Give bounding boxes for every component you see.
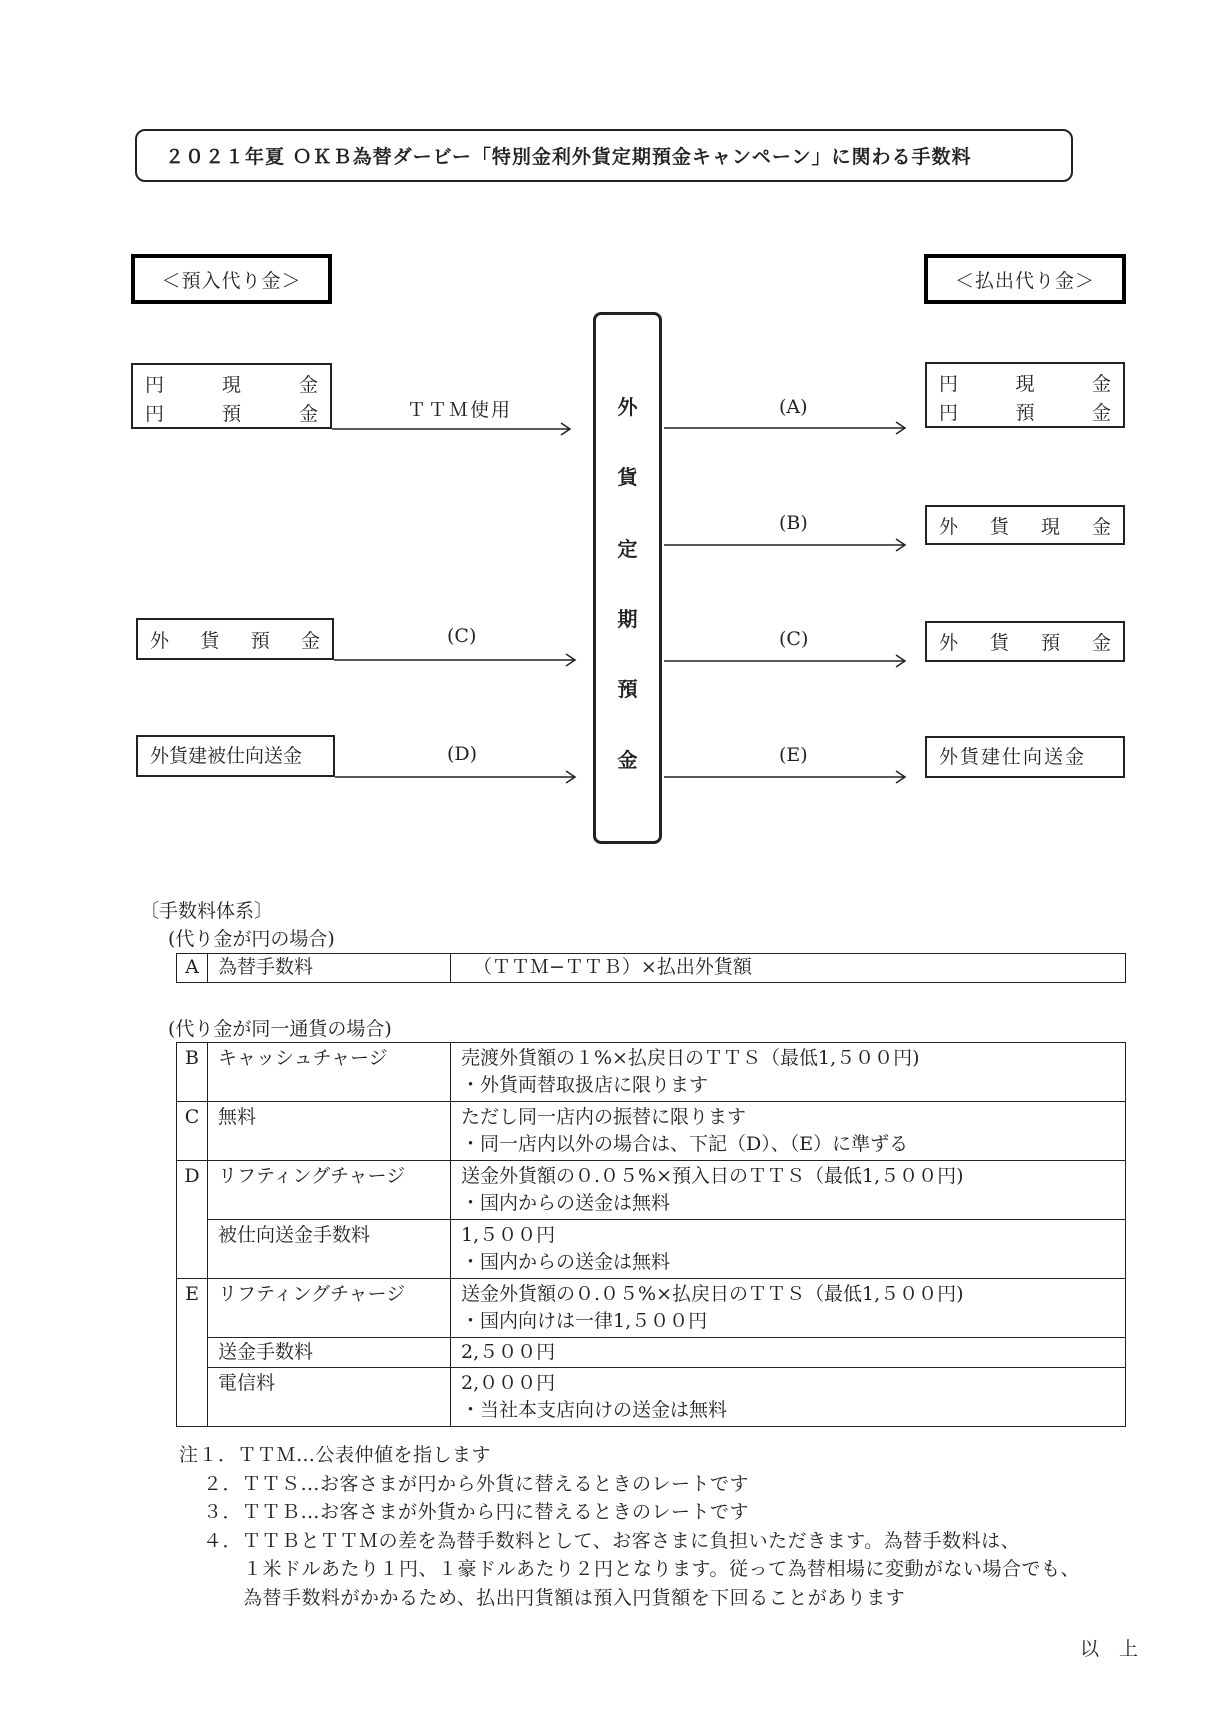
table-row	[177, 1338, 1126, 1368]
fee-desc	[451, 1043, 1126, 1102]
fees-heading: 〔手数料体系〕	[140, 900, 274, 922]
table-row	[177, 1102, 1126, 1161]
arrow-label-left-c: (C)	[447, 625, 477, 647]
note-1: 注１．ＴＴＭ…公表仲値を指します	[179, 1444, 492, 1466]
fee-key: A	[177, 954, 208, 983]
right-box-outbound-remittance: 外貨建仕向送金	[925, 736, 1125, 778]
fee-name: 送金手数料	[208, 1338, 451, 1368]
text: 貨	[200, 629, 220, 652]
text: ・同一店内以外の場合は、下記（D）、（E）に準ずる	[461, 1133, 909, 1155]
fee-desc	[451, 1338, 1126, 1368]
center-char: 貨	[617, 465, 638, 489]
arrow-ttm	[332, 423, 570, 435]
text: 送金外貨額の０.０５%×預入日のＴＴＳ（最低1,５００円)	[461, 1165, 964, 1187]
closing: 以 上	[1080, 1638, 1139, 1660]
fee-key: C	[177, 1102, 208, 1161]
fee-name: キャッシュチャージ	[208, 1043, 451, 1102]
text: 現	[1015, 373, 1035, 395]
yen-fee-table	[176, 953, 1126, 983]
table-row	[177, 1368, 1126, 1427]
text: 金	[1091, 515, 1111, 538]
arrow-label-e: (E)	[779, 744, 808, 766]
text: 貨	[989, 515, 1009, 538]
note-4-cont: 為替手数料がかかるため、払出円貨額は預入円貨額を下回ることがあります	[243, 1587, 906, 1609]
text: 預	[1015, 402, 1035, 424]
yen-caption: (代り金が円の場合)	[168, 928, 335, 950]
text: 預	[250, 629, 270, 652]
note-3: ３．ＴＴＢ…お客さまが外貨から円に替えるときのレートです	[203, 1501, 750, 1523]
fee-key: D	[177, 1161, 208, 1279]
text: 金	[1091, 373, 1111, 395]
text: ・国内向けは一律1,５００円	[461, 1310, 708, 1332]
arrow-label-a: (A)	[779, 396, 808, 418]
text: 金	[1091, 632, 1111, 654]
same-currency-caption: (代り金が同一通貨の場合)	[168, 1018, 392, 1040]
fee-name: 被仕向送金手数料	[208, 1220, 451, 1279]
arrow-e	[664, 771, 905, 783]
arrow-label-ttm: ＴＴＭ使用	[407, 399, 513, 421]
table-row	[177, 1220, 1126, 1279]
fee-name: 電信料	[208, 1368, 451, 1427]
table-row	[177, 954, 1126, 983]
text: 2,５００円	[461, 1341, 556, 1363]
text: 外	[939, 515, 959, 538]
deposit-header: ＜預入代り金＞	[131, 254, 332, 304]
text: 円	[939, 402, 959, 424]
fee-desc: （ＴＴＭ−ＴＴＢ）×払出外貨額	[451, 954, 1126, 983]
text: 預	[221, 403, 241, 425]
text: 金	[298, 403, 318, 425]
fee-name: リフティングチャージ	[208, 1279, 451, 1338]
fee-desc	[451, 1161, 1126, 1220]
text: 金	[298, 374, 318, 396]
text: ・外貨両替取扱店に限ります	[461, 1074, 709, 1096]
text: 貨	[989, 632, 1009, 654]
withdraw-header: ＜払出代り金＞	[924, 254, 1126, 304]
same-currency-fee-table	[176, 1042, 1126, 1427]
text: ただし同一店内の振替に限ります	[461, 1106, 747, 1128]
text: 金	[300, 629, 320, 652]
center-char: 期	[617, 607, 638, 631]
fee-desc	[451, 1102, 1126, 1161]
arrow-left-c	[334, 654, 575, 666]
fee-desc	[451, 1279, 1126, 1338]
text: 送金外貨額の０.０５%×払戻日のＴＴＳ（最低1,５００円)	[461, 1283, 964, 1305]
arrow-label-left-d: (D)	[447, 743, 478, 765]
center-char: 定	[617, 537, 638, 561]
table-row	[177, 1161, 1126, 1220]
arrow-label-b: (B)	[779, 512, 808, 534]
fee-name: リフティングチャージ	[208, 1161, 451, 1220]
center-char: 外	[617, 395, 638, 419]
text: 円	[939, 373, 959, 395]
text: ・当社本支店向けの送金は無料	[461, 1399, 728, 1421]
arrow-b	[664, 539, 905, 551]
center-char: 金	[617, 748, 638, 772]
fee-name: 為替手数料	[208, 954, 451, 983]
left-box-inbound-remittance: 外貨建被仕向送金	[136, 735, 335, 777]
text: ・国内からの送金は無料	[461, 1251, 671, 1273]
text: 売渡外貨額の１%×払戻日のＴＴＳ（最低1,５００円)	[461, 1047, 920, 1069]
text: 外	[939, 632, 959, 654]
arrow-label-right-c: (C)	[779, 628, 809, 650]
note-2: ２．ＴＴＳ…お客さまが円から外貨に替えるときのレートです	[203, 1473, 750, 1495]
arrow-right-c	[664, 655, 905, 667]
table-row	[177, 1043, 1126, 1102]
text: 金	[1091, 402, 1111, 424]
text: 外	[150, 629, 170, 652]
fee-desc	[451, 1220, 1126, 1279]
text: 円	[145, 374, 165, 396]
text: ・国内からの送金は無料	[461, 1192, 671, 1214]
fee-key: B	[177, 1043, 208, 1102]
center-char: 預	[617, 677, 638, 701]
text: 現	[1040, 515, 1060, 538]
text: 預	[1040, 632, 1060, 654]
text: 現	[221, 374, 241, 396]
fee-key: E	[177, 1279, 208, 1427]
fee-desc	[451, 1368, 1126, 1427]
text: 2,０００円	[461, 1372, 556, 1394]
fee-name: 無料	[208, 1102, 451, 1161]
arrow-left-d	[335, 771, 575, 783]
text: 円	[145, 403, 165, 425]
text: 1,５００円	[461, 1224, 556, 1246]
document-title: ２０２１年夏 ＯＫＢ為替ダービー「特別金利外貨定期預金キャンペーン」に関わる手数料	[135, 129, 1073, 182]
arrow-a	[664, 422, 905, 434]
note-4-cont: １米ドルあたり１円、１豪ドルあたり２円となります。従って為替相場に変動がない場合でも、	[243, 1558, 1080, 1580]
note-4: ４．ＴＴＢとＴＴＭの差を為替手数料として、お客さまに負担いただきます。為替手数料は、	[203, 1530, 1021, 1552]
table-row	[177, 1279, 1126, 1338]
